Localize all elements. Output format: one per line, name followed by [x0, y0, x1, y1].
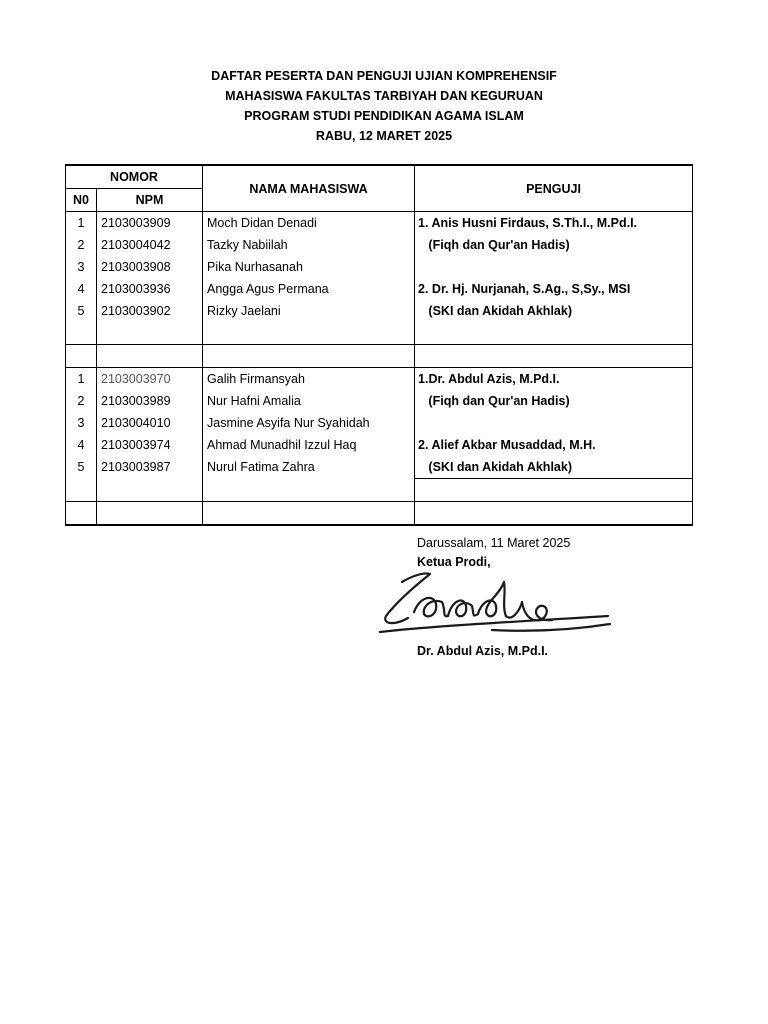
spacer-row	[66, 479, 693, 502]
table-row	[66, 300, 693, 322]
row-nama: Nur Hafni Amalia	[203, 390, 415, 412]
table-row	[66, 434, 693, 456]
handwritten-signature	[372, 560, 617, 645]
penguji-line: 1.Dr. Abdul Azis, M.Pd.I.	[415, 368, 693, 391]
row-no: 1	[66, 212, 97, 235]
title-line-2: MAHASISWA FAKULTAS TARBIYAH DAN KEGURUAN	[225, 89, 543, 103]
row-npm: 2103003989	[97, 390, 203, 412]
row-nama: Moch Didan Denadi	[203, 212, 415, 235]
table-row	[66, 278, 693, 300]
row-no: 1	[66, 368, 97, 391]
header-row-1	[66, 165, 693, 189]
row-nama: Jasmine Asyifa Nur Syahidah	[203, 412, 415, 434]
signature-name: Dr. Abdul Azis, M.Pd.I.	[417, 644, 549, 658]
penguji-line: (Fiqh dan Qur'an Hadis)	[415, 390, 693, 412]
row-nama: Nurul Fatima Zahra	[203, 456, 415, 479]
penguji-line: (SKI dan Akidah Akhlak)	[415, 456, 693, 479]
title-line-3: PROGRAM STUDI PENDIDIKAN AGAMA ISLAM	[244, 109, 524, 123]
row-no: 3	[66, 256, 97, 278]
row-npm: 2103003974	[97, 434, 203, 456]
row-no: 5	[66, 456, 97, 479]
row-nama: Rizky Jaelani	[203, 300, 415, 322]
row-npm: 2103004042	[97, 234, 203, 256]
blank-row	[66, 502, 693, 526]
header-nomor: NOMOR	[66, 165, 203, 189]
penguji-line: 2. Dr. Hj. Nurjanah, S.Ag., S,Sy., MSI	[415, 278, 693, 300]
row-npm: 2103004010	[97, 412, 203, 434]
row-no: 4	[66, 278, 97, 300]
penguji-line: (SKI dan Akidah Akhlak)	[415, 300, 693, 322]
header-no: N0	[66, 189, 97, 212]
spacer-row	[66, 322, 693, 345]
participants-table	[65, 164, 693, 526]
row-npm: 2103003902	[97, 300, 203, 322]
blank-row	[66, 345, 693, 368]
table-row	[66, 234, 693, 256]
signature-place-date: Darussalam, 11 Maret 2025	[417, 536, 571, 550]
table-row	[66, 390, 693, 412]
signature-role: Ketua Prodi,	[417, 555, 491, 569]
row-no: 2	[66, 390, 97, 412]
table-row	[66, 456, 693, 479]
table-row	[66, 212, 693, 235]
penguji-line: 1. Anis Husni Firdaus, S.Th.I., M.Pd.I.	[415, 212, 693, 235]
row-nama: Pika Nurhasanah	[203, 256, 415, 278]
table-row	[66, 368, 693, 391]
row-nama: Galih Firmansyah	[203, 368, 415, 391]
header-nama: NAMA MAHASISWA	[203, 165, 415, 212]
penguji-line	[415, 412, 693, 434]
row-npm: 2103003970	[97, 368, 203, 391]
header-penguji: PENGUJI	[415, 165, 693, 212]
row-no: 4	[66, 434, 97, 456]
row-npm: 2103003909	[97, 212, 203, 235]
title-line-1: DAFTAR PESERTA DAN PENGUJI UJIAN KOMPREHENSIF	[211, 69, 557, 83]
document-title	[0, 66, 768, 146]
penguji-line: (Fiqh dan Qur'an Hadis)	[415, 234, 693, 256]
penguji-line: 2. Alief Akbar Musaddad, M.H.	[415, 434, 693, 456]
row-nama: Tazky Nabiilah	[203, 234, 415, 256]
table-row	[66, 256, 693, 278]
row-no: 3	[66, 412, 97, 434]
header-npm: NPM	[97, 189, 203, 212]
row-npm: 2103003936	[97, 278, 203, 300]
row-nama: Angga Agus Permana	[203, 278, 415, 300]
row-npm: 2103003987	[97, 456, 203, 479]
row-nama: Ahmad Munadhil Izzul Haq	[203, 434, 415, 456]
row-no: 2	[66, 234, 97, 256]
row-no: 5	[66, 300, 97, 322]
table-row	[66, 412, 693, 434]
row-npm: 2103003908	[97, 256, 203, 278]
penguji-line	[415, 256, 693, 278]
title-line-4: RABU, 12 MARET 2025	[315, 129, 453, 143]
